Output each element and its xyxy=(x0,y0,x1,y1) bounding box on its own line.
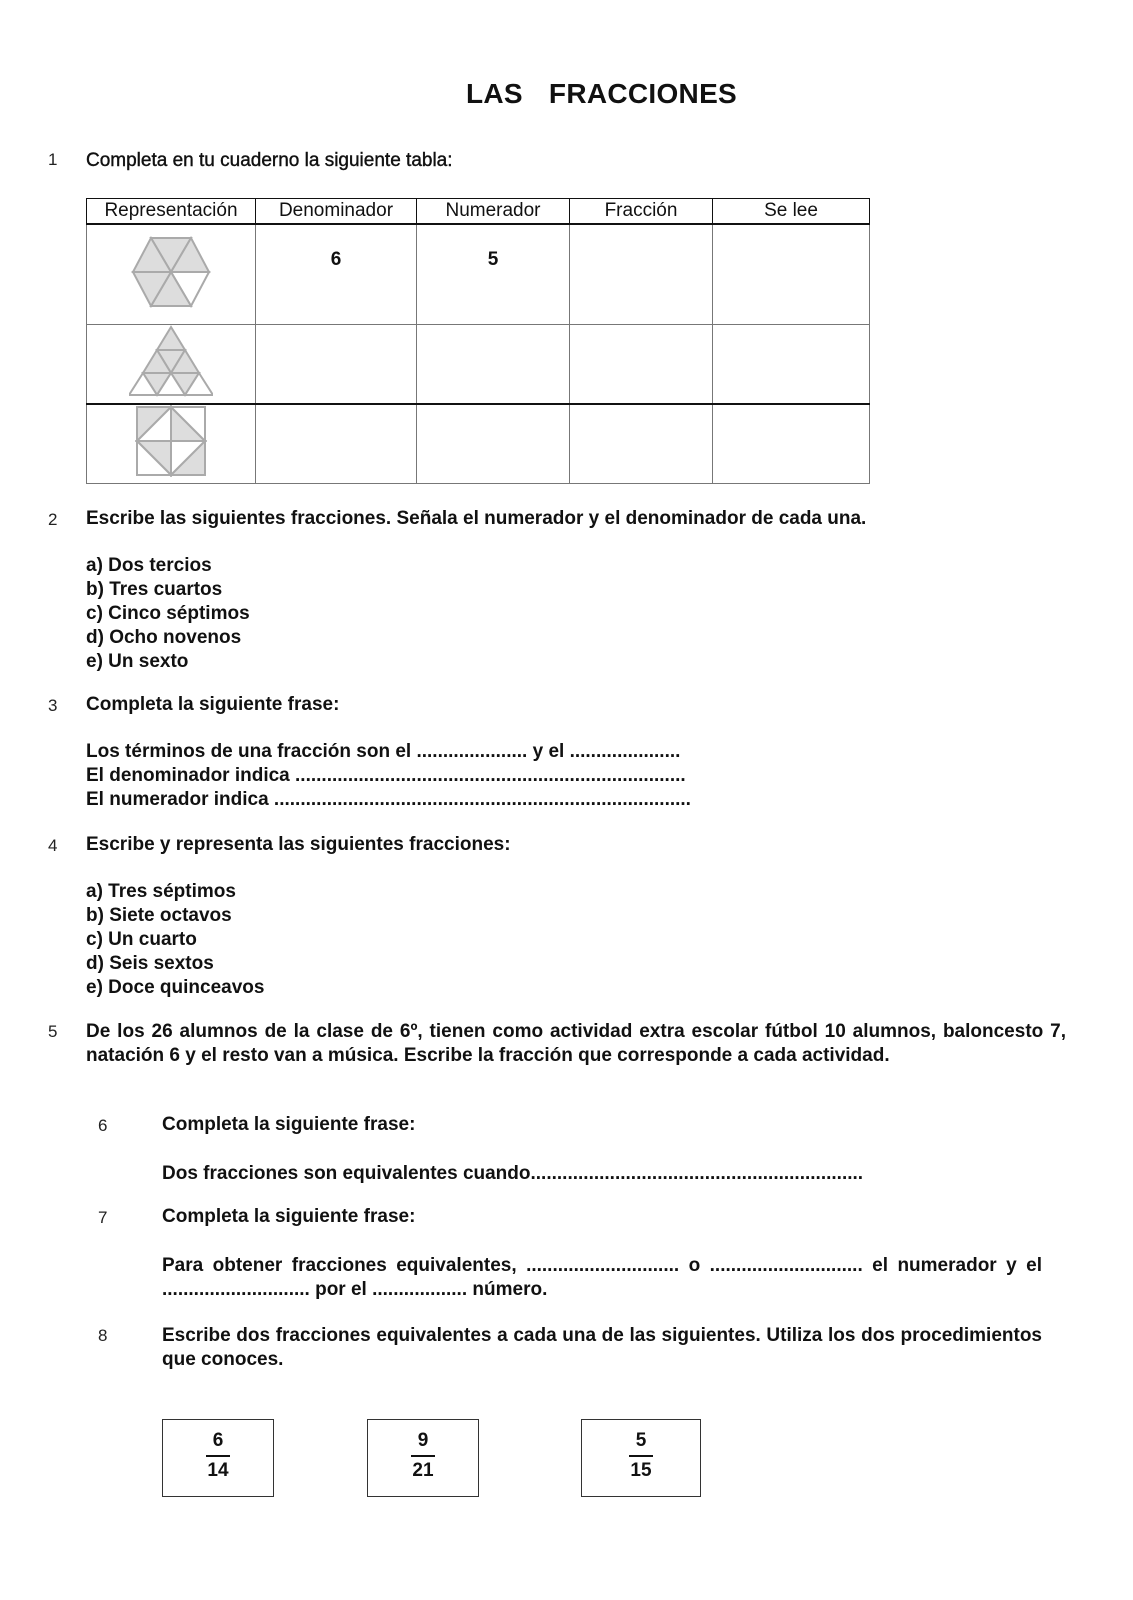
table-row xyxy=(87,224,870,325)
exercise-prompt: Completa en tu cuaderno la siguiente tabla: xyxy=(86,150,453,171)
exercise-prompt: De los 26 alumnos de la clase de 6º, tienen como actividad extra escolar fútbol 10 alumnos, baloncesto 7, natación 6 y el resto van a música. Escribe la fracción que corresponde a cada actividad. xyxy=(86,1021,1066,1066)
exercise-number: 2 xyxy=(48,510,58,529)
list-item: a) Tres séptimos xyxy=(86,881,236,902)
list-item: a) Dos tercios xyxy=(86,555,212,576)
list-item: c) Cinco séptimos xyxy=(86,603,250,624)
fraction-bar xyxy=(206,1455,230,1457)
list-item: b) Tres cuartos xyxy=(86,579,223,600)
denominator-cell: 6 xyxy=(256,224,417,325)
exercise-number: 1 xyxy=(48,150,58,169)
item-list xyxy=(86,880,264,1000)
denominator-cell xyxy=(256,404,417,484)
exercise-prompt: Escribe dos fracciones equivalentes a cada una de las siguientes. Utiliza los dos procedimientos que conoces. xyxy=(162,1325,1042,1370)
exercise-prompt: Escribe las siguientes fracciones. Señala el numerador y el denominador de cada una. xyxy=(86,508,867,529)
exercise-number: 5 xyxy=(48,1022,58,1041)
fraction-box xyxy=(162,1419,274,1497)
fraction-table xyxy=(86,198,870,484)
fraction-box xyxy=(367,1419,479,1497)
representation-cell xyxy=(87,404,256,484)
list-item: e) Un sexto xyxy=(86,651,189,672)
denominator: 15 xyxy=(630,1460,652,1481)
fraction-bar xyxy=(629,1455,653,1457)
list-item: d) Ocho novenos xyxy=(86,627,242,648)
numerator-cell xyxy=(417,404,570,484)
reading-cell xyxy=(713,325,870,405)
fill-in-line: Para obtener fracciones equivalentes, ............................. o ............................. el numerador y el ............................ por el .................. número. xyxy=(162,1255,1042,1300)
fill-in-line: El numerador indica ............................................................................... xyxy=(86,789,691,810)
column-header: Representación xyxy=(87,199,256,225)
page-title: LAS FRACCIONES xyxy=(465,78,738,109)
list-item: d) Seis sextos xyxy=(86,953,214,974)
exercise-number: 4 xyxy=(48,836,58,855)
denominator-cell xyxy=(256,325,417,405)
table-header-row xyxy=(87,199,870,225)
numerator-cell xyxy=(417,325,570,405)
fraction-cell xyxy=(570,224,713,325)
column-header: Fracción xyxy=(570,199,713,225)
fill-in-line: El denominador indica .......................................................................... xyxy=(86,765,686,786)
numerator-cell: 5 xyxy=(417,224,570,325)
representation-cell xyxy=(87,224,256,325)
fraction-bar xyxy=(411,1455,435,1457)
fill-in-line: Dos fracciones son equivalentes cuando............................................................... xyxy=(162,1163,864,1184)
exercise-number: 3 xyxy=(48,696,58,715)
reading-cell xyxy=(713,224,870,325)
fraction-cell xyxy=(570,325,713,405)
column-header: Se lee xyxy=(713,199,870,225)
numerator: 9 xyxy=(417,1430,429,1451)
item-list xyxy=(86,554,250,674)
exercise-prompt: Escribe y representa las siguientes fracciones: xyxy=(86,834,511,855)
triangle-icon xyxy=(129,325,213,397)
column-header: Denominador xyxy=(256,199,417,225)
list-item: e) Doce quinceavos xyxy=(86,977,265,998)
exercise-number: 8 xyxy=(98,1326,108,1345)
fraction-cell xyxy=(570,404,713,484)
representation-cell xyxy=(87,325,256,405)
fraction-box xyxy=(581,1419,701,1497)
exercise-prompt: Completa la siguiente frase: xyxy=(162,1114,416,1135)
denominator: 21 xyxy=(412,1460,434,1481)
exercise-number: 6 xyxy=(98,1116,108,1135)
fill-in-line: Los términos de una fracción son el ..................... y el ..................... xyxy=(86,741,681,762)
table-row xyxy=(87,404,870,484)
reading-cell xyxy=(713,404,870,484)
exercise-prompt: Completa la siguiente frase: xyxy=(162,1206,416,1227)
numerator: 6 xyxy=(212,1430,224,1451)
numerator: 5 xyxy=(635,1430,647,1451)
square-icon xyxy=(135,405,207,477)
list-item: c) Un cuarto xyxy=(86,929,197,950)
list-item: b) Siete octavos xyxy=(86,905,232,926)
hexagon-icon xyxy=(131,236,211,308)
exercise-prompt: Completa la siguiente frase: xyxy=(86,694,340,715)
fill-in-lines xyxy=(86,740,691,812)
table-row xyxy=(87,325,870,405)
exercise-number: 7 xyxy=(98,1208,108,1227)
denominator: 14 xyxy=(207,1460,229,1481)
column-header: Numerador xyxy=(417,199,570,225)
